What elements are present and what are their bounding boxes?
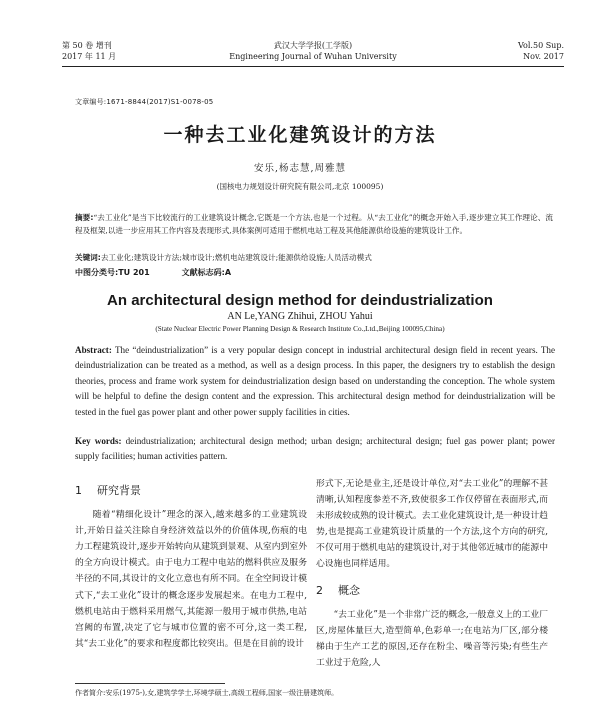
section-2-title: 概念	[338, 583, 360, 597]
paper-title-en: An architectural design method for deindustrialization	[107, 292, 493, 309]
body-column-right	[316, 476, 548, 671]
author-footnote: 作者简介:安乐(1975-),女,建筑学学士,环境学硕士,高级工程师,国家一级注册建筑师。	[75, 689, 339, 697]
section-2-paragraph: “去工业化”是一个非常广泛的概念,一般意义上的工业厂区,房屋体量巨大,造型简单,色彩单一;在电站为厂区,部分楼梯由于生产工艺的原因,还存在粉尘、噪音等污染;有些生产工业过于危险,人	[316, 609, 548, 668]
abstract-en	[75, 343, 555, 420]
abstract-cn	[75, 211, 553, 237]
section-1-heading	[75, 483, 307, 499]
body-column-left	[75, 481, 307, 652]
date-cn: 2017 年 11 月	[62, 52, 117, 61]
doc-code-value: A	[224, 268, 232, 277]
running-header	[62, 40, 564, 66]
section-2-heading	[316, 583, 548, 599]
keywords-en-label: Key words:	[75, 436, 122, 446]
keywords-en-text: deindustrialization; architectural design method; urban design; architectural design; fuel gas power plant; power supply facilities; human activities pattern.	[75, 436, 555, 462]
abstract-cn-label: 摘要:	[75, 213, 94, 222]
clc-value: TU 201	[118, 268, 150, 277]
keywords-cn-text: 去工业化;建筑设计方法;城市设计;燃机电站建筑设计;能源供给设施;人员活动模式	[100, 253, 372, 262]
affiliation-cn: (国核电力规划设计研究院有限公司,北京 100095)	[216, 182, 384, 191]
article-number: 文章编号:1671-8844(2017)S1-0078-05	[75, 98, 214, 106]
section-2-number: 2	[316, 583, 323, 597]
footnote-rule	[75, 683, 225, 684]
header-center	[62, 40, 564, 62]
section-1-paragraph: 随着“精细化设计”理念的深入,越来越多的工业建筑设计,开始日益关注除自身经济效益以外的价值体现,伤痕的电力工程建筑设计,逐步开始转向从建筑到景观、从室内到室外的全方向设计模式。由于电力工程中电站的燃料供应及服务半径的不同,其设计的文化立意也有所不同。在全空间设计模式下,“去工业化”设计的概念逐步发展起来。在电力工程中,燃机电站由于燃料采用燃气,其能源一般用于城市供热,电站宫阙的布置,决定了它与城市位置的密不可分,这一类工程,其“去工业化”的要求和程度都比较突出。但是在目前的设计	[75, 510, 307, 649]
abstract-cn-text: “去工业化”是当下比较流行的工业建筑设计概念,它既是一个方法,也是一个过程。从“去工业化”的概念开始入手,逐步建立其工作理论、流程及框架,以进一步应用其工作内容及表现形式,具体案例可适用于燃机电站工程及其他能源供给设施的建筑设计工作。	[75, 213, 553, 235]
date-en: Nov. 2017	[523, 52, 564, 61]
authors-cn: 安乐,杨志慧,周雅慧	[253, 163, 347, 174]
journal-name-en: Engineering Journal of Wuhan University	[229, 52, 397, 61]
keywords-cn-label: 关键词:	[75, 253, 101, 262]
volume-cn: 第 50 卷 增刊	[62, 41, 112, 50]
classification-line	[75, 267, 231, 278]
volume-en: Vol.50 Sup.	[518, 41, 564, 50]
affiliation-en: (State Nuclear Electric Power Planning Design & Research Institute Co.,Ltd.,Beijing 100095,China)	[155, 325, 445, 333]
keywords-cn	[75, 252, 553, 264]
section-1-number: 1	[75, 484, 82, 497]
clc-label: 中图分类号:	[75, 268, 119, 277]
paper-title-cn: 一种去工业化建筑设计的方法	[163, 124, 437, 146]
abstract-en-text: The “deindustrialization” is a very popular design concept in industrial architectural design field in recent years. The deindustrialization can be treated as a method, as well as a design process. In this paper, the designers try to establish the design theories, process and frame work system for deindustrialization design based on understanding the conception. The whole system will be helpful to define the design content and the expression. This architectural design method for deindustrialization will be tested in the fuel gas power plant and other power supply facilities in cities.	[75, 345, 555, 417]
keywords-en	[75, 434, 555, 465]
section-1-title: 研究背景	[97, 484, 141, 497]
authors-en: AN Le,YANG Zhihui, ZHOU Yahui	[227, 311, 373, 322]
header-rule	[62, 66, 564, 67]
abstract-en-label: Abstract:	[75, 345, 112, 355]
section-1-continuation: 形式下,无论是业主,还是设计单位,对“去工业化”的理解不甚清晰,认知程度参差不齐,致使很多工作仅停留在表面形式,而未形成较成熟的设计模式。去工业化建筑设计,是一种设计趋势,也是提高工业建筑设计质量的一个方法,这个方向的研究,不仅可用于燃机电站的建筑设计,对于其他邻近城市的能源中心设施也同样适用。	[316, 479, 548, 570]
header-right	[518, 40, 564, 62]
doc-code-label: 文献标志码:	[181, 268, 225, 277]
journal-name-cn: 武汉大学学报(工学版)	[273, 41, 353, 50]
